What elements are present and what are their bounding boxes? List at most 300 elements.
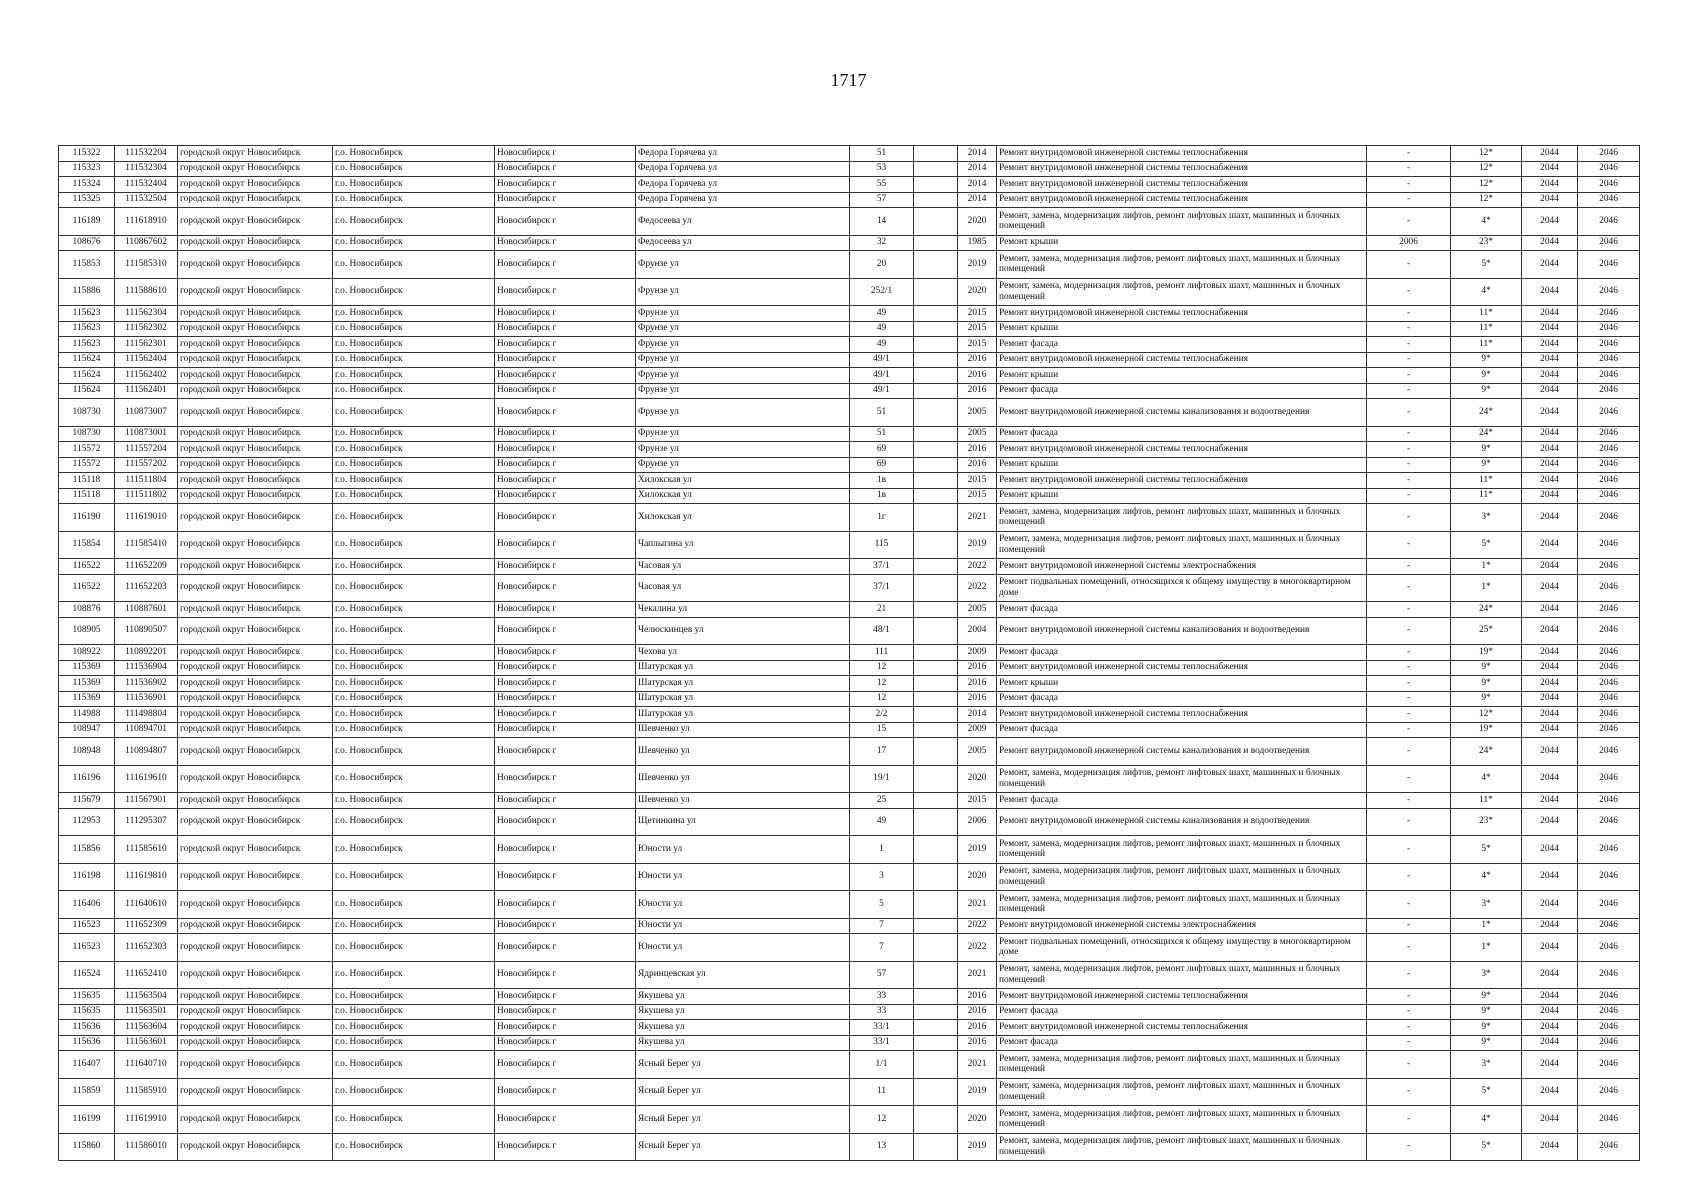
cell-plan-start: 2044 (1522, 863, 1578, 891)
cell-work-type: Ремонт, замена, модернизация лифтов, ремонт лифтовых шахт, машинных и блочных помещений (997, 278, 1367, 306)
cell-house: 12 (850, 660, 914, 676)
cell-code: 111585410 (115, 531, 178, 559)
cell-last-repair-year: - (1367, 1051, 1451, 1079)
cell-last-repair-year: - (1367, 426, 1451, 442)
cell-cost: 12* (1451, 192, 1522, 208)
cell-id: 115369 (59, 676, 115, 692)
cell-street: Фрунзе ул (636, 457, 850, 473)
cell-building (914, 1051, 958, 1079)
cell-street: Фрунзе ул (636, 337, 850, 353)
cell-locality: Новосибирск г (495, 1035, 636, 1051)
cell-plan-start: 2044 (1522, 235, 1578, 251)
cell-last-repair-year: - (1367, 891, 1451, 919)
cell-id: 116196 (59, 765, 115, 793)
cell-id: 115369 (59, 660, 115, 676)
cell-last-repair-year: - (1367, 722, 1451, 738)
cell-building (914, 1020, 958, 1036)
cell-commission-year: 2015 (958, 321, 997, 337)
cell-plan-start: 2044 (1522, 574, 1578, 602)
cell-municipality: городской округ Новосибирск (178, 691, 333, 707)
cell-cost: 12* (1451, 146, 1522, 162)
cell-plan-end: 2046 (1578, 321, 1640, 337)
cell-cost: 23* (1451, 808, 1522, 836)
cell-id: 115325 (59, 192, 115, 208)
cell-locality: Новосибирск г (495, 934, 636, 962)
cell-building (914, 531, 958, 559)
cell-cost: 11* (1451, 321, 1522, 337)
cell-house: 48/1 (850, 617, 914, 645)
cell-code: 111619610 (115, 765, 178, 793)
cell-street: Фрунзе ул (636, 383, 850, 399)
cell-work-type: Ремонт, замена, модернизация лифтов, ремонт лифтовых шахт, машинных и блочных помещений (997, 1078, 1367, 1106)
cell-commission-year: 2016 (958, 676, 997, 692)
cell-work-type: Ремонт внутридомовой инженерной системы теплоснабжения (997, 989, 1367, 1005)
cell-building (914, 918, 958, 934)
cell-commission-year: 2019 (958, 251, 997, 279)
cell-code: 111532404 (115, 177, 178, 193)
cell-plan-end: 2046 (1578, 426, 1640, 442)
cell-work-type: Ремонт, замена, модернизация лифтов, ремонт лифтовых шахт, машинных и блочных помещений (997, 504, 1367, 532)
cell-last-repair-year: - (1367, 399, 1451, 427)
cell-municipality: городской округ Новосибирск (178, 337, 333, 353)
cell-plan-start: 2044 (1522, 383, 1578, 399)
cell-building (914, 1106, 958, 1134)
cell-code: 111619810 (115, 863, 178, 891)
cell-municipality: городской округ Новосибирск (178, 836, 333, 864)
cell-id: 116199 (59, 1106, 115, 1134)
cell-municipality: городской округ Новосибирск (178, 368, 333, 384)
cell-work-type: Ремонт внутридомовой инженерной системы теплоснабжения (997, 707, 1367, 723)
cell-last-repair-year: - (1367, 177, 1451, 193)
cell-settlement-type: г.о. Новосибирск (333, 504, 495, 532)
cell-street: Хилокская ул (636, 504, 850, 532)
cell-building (914, 504, 958, 532)
cell-building (914, 146, 958, 162)
cell-plan-start: 2044 (1522, 617, 1578, 645)
cell-street: Часовая ул (636, 559, 850, 575)
cell-plan-end: 2046 (1578, 442, 1640, 458)
table-row (59, 278, 1640, 306)
cell-locality: Новосибирск г (495, 383, 636, 399)
cell-building (914, 793, 958, 809)
cell-municipality: городской округ Новосибирск (178, 442, 333, 458)
cell-code: 111557204 (115, 442, 178, 458)
cell-cost: 23* (1451, 235, 1522, 251)
cell-house: 15 (850, 722, 914, 738)
cell-house: 13 (850, 1133, 914, 1161)
cell-work-type: Ремонт крыши (997, 488, 1367, 504)
cell-house: 33/1 (850, 1035, 914, 1051)
table-row (59, 235, 1640, 251)
cell-house: 12 (850, 676, 914, 692)
cell-last-repair-year: - (1367, 676, 1451, 692)
cell-building (914, 707, 958, 723)
cell-municipality: городской округ Новосибирск (178, 722, 333, 738)
table-row (59, 645, 1640, 661)
cell-code: 111588610 (115, 278, 178, 306)
cell-commission-year: 2006 (958, 808, 997, 836)
cell-id: 116522 (59, 574, 115, 602)
cell-locality: Новосибирск г (495, 1106, 636, 1134)
cell-plan-end: 2046 (1578, 660, 1640, 676)
cell-commission-year: 2022 (958, 574, 997, 602)
cell-work-type: Ремонт, замена, модернизация лифтов, ремонт лифтовых шахт, машинных и блочных помещений (997, 863, 1367, 891)
cell-house: 57 (850, 961, 914, 989)
cell-plan-end: 2046 (1578, 399, 1640, 427)
cell-house: 12 (850, 691, 914, 707)
registry-body (59, 146, 1640, 1161)
cell-plan-end: 2046 (1578, 1004, 1640, 1020)
cell-settlement-type: г.о. Новосибирск (333, 961, 495, 989)
cell-cost: 9* (1451, 989, 1522, 1005)
cell-cost: 1* (1451, 574, 1522, 602)
cell-building (914, 488, 958, 504)
cell-house: 1в (850, 488, 914, 504)
cell-cost: 1* (1451, 559, 1522, 575)
cell-plan-start: 2044 (1522, 531, 1578, 559)
cell-commission-year: 2020 (958, 278, 997, 306)
cell-plan-end: 2046 (1578, 961, 1640, 989)
cell-locality: Новосибирск г (495, 399, 636, 427)
cell-plan-start: 2044 (1522, 192, 1578, 208)
cell-settlement-type: г.о. Новосибирск (333, 660, 495, 676)
cell-locality: Новосибирск г (495, 793, 636, 809)
cell-plan-end: 2046 (1578, 707, 1640, 723)
cell-last-repair-year: - (1367, 278, 1451, 306)
cell-locality: Новосибирск г (495, 660, 636, 676)
cell-cost: 5* (1451, 251, 1522, 279)
cell-last-repair-year: - (1367, 808, 1451, 836)
cell-id: 115679 (59, 793, 115, 809)
repair-registry-table (58, 145, 1640, 1161)
cell-commission-year: 2016 (958, 368, 997, 384)
cell-commission-year: 2015 (958, 473, 997, 489)
cell-locality: Новосибирск г (495, 808, 636, 836)
cell-cost: 11* (1451, 488, 1522, 504)
cell-work-type: Ремонт, замена, модернизация лифтов, ремонт лифтовых шахт, машинных и блочных помещений (997, 1133, 1367, 1161)
cell-last-repair-year: - (1367, 574, 1451, 602)
cell-code: 111532504 (115, 192, 178, 208)
cell-work-type: Ремонт крыши (997, 457, 1367, 473)
cell-code: 111619010 (115, 504, 178, 532)
cell-cost: 11* (1451, 337, 1522, 353)
cell-commission-year: 2016 (958, 442, 997, 458)
cell-plan-end: 2046 (1578, 765, 1640, 793)
cell-work-type: Ремонт фасада (997, 793, 1367, 809)
cell-plan-start: 2044 (1522, 1004, 1578, 1020)
cell-commission-year: 2014 (958, 192, 997, 208)
cell-plan-start: 2044 (1522, 836, 1578, 864)
page-number: 1717 (830, 70, 867, 90)
cell-commission-year: 2016 (958, 1004, 997, 1020)
cell-plan-end: 2046 (1578, 1020, 1640, 1036)
cell-id: 115635 (59, 989, 115, 1005)
cell-locality: Новосибирск г (495, 1078, 636, 1106)
cell-settlement-type: г.о. Новосибирск (333, 1004, 495, 1020)
cell-locality: Новосибирск г (495, 306, 636, 322)
cell-code: 110867602 (115, 235, 178, 251)
cell-municipality: городской округ Новосибирск (178, 617, 333, 645)
cell-street: Фрунзе ул (636, 251, 850, 279)
cell-municipality: городской округ Новосибирск (178, 660, 333, 676)
cell-work-type: Ремонт внутридомовой инженерной системы теплоснабжения (997, 177, 1367, 193)
cell-plan-start: 2044 (1522, 368, 1578, 384)
cell-municipality: городской округ Новосибирск (178, 278, 333, 306)
cell-locality: Новосибирск г (495, 1020, 636, 1036)
cell-last-repair-year: - (1367, 707, 1451, 723)
table-row (59, 836, 1640, 864)
cell-municipality: городской округ Новосибирск (178, 399, 333, 427)
cell-code: 110894807 (115, 738, 178, 766)
cell-street: Шевченко ул (636, 722, 850, 738)
cell-last-repair-year: - (1367, 1106, 1451, 1134)
cell-plan-start: 2044 (1522, 765, 1578, 793)
cell-cost: 9* (1451, 352, 1522, 368)
cell-settlement-type: г.о. Новосибирск (333, 235, 495, 251)
cell-code: 111511804 (115, 473, 178, 489)
cell-locality: Новосибирск г (495, 836, 636, 864)
cell-last-repair-year: - (1367, 617, 1451, 645)
cell-building (914, 457, 958, 473)
table-row (59, 722, 1640, 738)
cell-plan-end: 2046 (1578, 251, 1640, 279)
cell-work-type: Ремонт внутридомовой инженерной системы теплоснабжения (997, 1020, 1367, 1036)
cell-code: 111619910 (115, 1106, 178, 1134)
cell-locality: Новосибирск г (495, 574, 636, 602)
table-row (59, 504, 1640, 532)
table-row (59, 208, 1640, 236)
table-row (59, 321, 1640, 337)
cell-id: 115853 (59, 251, 115, 279)
cell-work-type: Ремонт, замена, модернизация лифтов, ремонт лифтовых шахт, машинных и блочных помещений (997, 1051, 1367, 1079)
cell-last-repair-year: - (1367, 1020, 1451, 1036)
table-row (59, 676, 1640, 692)
cell-settlement-type: г.о. Новосибирск (333, 251, 495, 279)
cell-house: 37/1 (850, 574, 914, 602)
table-row (59, 1004, 1640, 1020)
cell-last-repair-year: - (1367, 738, 1451, 766)
table-row (59, 738, 1640, 766)
cell-last-repair-year: - (1367, 368, 1451, 384)
cell-street: Федора Горячева ул (636, 146, 850, 162)
cell-street: Юности ул (636, 891, 850, 919)
table-row (59, 337, 1640, 353)
cell-plan-start: 2044 (1522, 1051, 1578, 1079)
cell-locality: Новосибирск г (495, 235, 636, 251)
cell-id: 115572 (59, 442, 115, 458)
cell-work-type: Ремонт внутридомовой инженерной системы электроснабжения (997, 918, 1367, 934)
cell-plan-start: 2044 (1522, 1035, 1578, 1051)
cell-id: 116189 (59, 208, 115, 236)
table-row (59, 559, 1640, 575)
cell-last-repair-year: - (1367, 192, 1451, 208)
cell-last-repair-year: - (1367, 531, 1451, 559)
cell-work-type: Ремонт крыши (997, 235, 1367, 251)
cell-id: 108947 (59, 722, 115, 738)
cell-settlement-type: г.о. Новосибирск (333, 1020, 495, 1036)
cell-house: 1в (850, 473, 914, 489)
table-row (59, 934, 1640, 962)
cell-code: 111652303 (115, 934, 178, 962)
cell-commission-year: 2022 (958, 918, 997, 934)
cell-municipality: городской округ Новосибирск (178, 1106, 333, 1134)
cell-street: Шевченко ул (636, 765, 850, 793)
cell-work-type: Ремонт, замена, модернизация лифтов, ремонт лифтовых шахт, машинных и блочных помещений (997, 208, 1367, 236)
cell-work-type: Ремонт внутридомовой инженерной системы теплоснабжения (997, 161, 1367, 177)
cell-cost: 12* (1451, 177, 1522, 193)
cell-locality: Новосибирск г (495, 251, 636, 279)
cell-house: 49 (850, 321, 914, 337)
cell-house: 19/1 (850, 765, 914, 793)
table-row (59, 989, 1640, 1005)
cell-building (914, 738, 958, 766)
cell-cost: 25* (1451, 617, 1522, 645)
cell-locality: Новосибирск г (495, 645, 636, 661)
cell-building (914, 278, 958, 306)
cell-plan-end: 2046 (1578, 989, 1640, 1005)
table-row (59, 808, 1640, 836)
cell-settlement-type: г.о. Новосибирск (333, 617, 495, 645)
cell-settlement-type: г.о. Новосибирск (333, 1035, 495, 1051)
cell-street: Юности ул (636, 918, 850, 934)
cell-code: 111563601 (115, 1035, 178, 1051)
cell-building (914, 383, 958, 399)
cell-municipality: городской округ Новосибирск (178, 765, 333, 793)
table-row (59, 574, 1640, 602)
cell-building (914, 235, 958, 251)
cell-house: 1г (850, 504, 914, 532)
table-row (59, 961, 1640, 989)
cell-municipality: городской округ Новосибирск (178, 251, 333, 279)
cell-house: 5 (850, 891, 914, 919)
cell-locality: Новосибирск г (495, 738, 636, 766)
cell-work-type: Ремонт внутридомовой инженерной системы теплоснабжения (997, 306, 1367, 322)
cell-plan-end: 2046 (1578, 1078, 1640, 1106)
cell-id: 115324 (59, 177, 115, 193)
cell-building (914, 1078, 958, 1106)
table-row (59, 473, 1640, 489)
cell-locality: Новосибирск г (495, 1051, 636, 1079)
cell-cost: 4* (1451, 278, 1522, 306)
cell-id: 108730 (59, 399, 115, 427)
cell-locality: Новосибирск г (495, 531, 636, 559)
cell-code: 110890507 (115, 617, 178, 645)
cell-code: 111563501 (115, 1004, 178, 1020)
cell-cost: 9* (1451, 691, 1522, 707)
cell-last-repair-year: - (1367, 337, 1451, 353)
cell-last-repair-year: - (1367, 383, 1451, 399)
cell-locality: Новосибирск г (495, 602, 636, 618)
cell-commission-year: 2005 (958, 738, 997, 766)
cell-plan-end: 2046 (1578, 383, 1640, 399)
cell-building (914, 961, 958, 989)
cell-work-type: Ремонт, замена, модернизация лифтов, ремонт лифтовых шахт, машинных и блочных помещений (997, 531, 1367, 559)
cell-cost: 19* (1451, 722, 1522, 738)
cell-plan-end: 2046 (1578, 504, 1640, 532)
cell-street: Шатурская ул (636, 691, 850, 707)
cell-code: 111652410 (115, 961, 178, 989)
cell-plan-end: 2046 (1578, 574, 1640, 602)
cell-commission-year: 2014 (958, 177, 997, 193)
cell-id: 115369 (59, 691, 115, 707)
cell-settlement-type: г.о. Новосибирск (333, 208, 495, 236)
cell-house: 57 (850, 192, 914, 208)
cell-commission-year: 2016 (958, 352, 997, 368)
cell-municipality: городской округ Новосибирск (178, 989, 333, 1005)
cell-plan-end: 2046 (1578, 1051, 1640, 1079)
cell-locality: Новосибирск г (495, 208, 636, 236)
cell-municipality: городской округ Новосибирск (178, 208, 333, 236)
cell-house: 32 (850, 235, 914, 251)
cell-locality: Новосибирск г (495, 337, 636, 353)
cell-building (914, 676, 958, 692)
cell-municipality: городской округ Новосибирск (178, 1051, 333, 1079)
cell-locality: Новосибирск г (495, 278, 636, 306)
cell-plan-end: 2046 (1578, 617, 1640, 645)
cell-commission-year: 2016 (958, 691, 997, 707)
cell-street: Фрунзе ул (636, 442, 850, 458)
cell-id: 115636 (59, 1035, 115, 1051)
cell-commission-year: 2015 (958, 793, 997, 809)
cell-id: 108876 (59, 602, 115, 618)
cell-commission-year: 2016 (958, 660, 997, 676)
cell-settlement-type: г.о. Новосибирск (333, 352, 495, 368)
cell-settlement-type: г.о. Новосибирск (333, 192, 495, 208)
cell-plan-start: 2044 (1522, 442, 1578, 458)
cell-locality: Новосибирск г (495, 722, 636, 738)
cell-house: 21 (850, 602, 914, 618)
cell-street: Ясный Берег ул (636, 1133, 850, 1161)
cell-work-type: Ремонт, замена, модернизация лифтов, ремонт лифтовых шахт, машинных и блочных помещений (997, 1106, 1367, 1134)
cell-municipality: городской округ Новосибирск (178, 676, 333, 692)
cell-settlement-type: г.о. Новосибирск (333, 918, 495, 934)
cell-street: Хилокская ул (636, 473, 850, 489)
cell-code: 110892201 (115, 645, 178, 661)
cell-work-type: Ремонт, замена, модернизация лифтов, ремонт лифтовых шахт, машинных и блочных помещений (997, 251, 1367, 279)
cell-locality: Новосибирск г (495, 1133, 636, 1161)
cell-settlement-type: г.о. Новосибирск (333, 765, 495, 793)
cell-work-type: Ремонт подвальных помещений, относящихся к общему имуществу в многоквартирном доме (997, 574, 1367, 602)
cell-house: 53 (850, 161, 914, 177)
cell-street: Якушева ул (636, 989, 850, 1005)
cell-commission-year: 2014 (958, 161, 997, 177)
cell-locality: Новосибирск г (495, 161, 636, 177)
cell-id: 115623 (59, 306, 115, 322)
cell-municipality: городской округ Новосибирск (178, 1078, 333, 1106)
table-row (59, 161, 1640, 177)
cell-commission-year: 2015 (958, 337, 997, 353)
cell-municipality: городской округ Новосибирск (178, 1004, 333, 1020)
cell-plan-start: 2044 (1522, 559, 1578, 575)
cell-settlement-type: г.о. Новосибирск (333, 989, 495, 1005)
cell-building (914, 934, 958, 962)
cell-plan-start: 2044 (1522, 1078, 1578, 1106)
cell-plan-end: 2046 (1578, 368, 1640, 384)
cell-work-type: Ремонт внутридомовой инженерной системы теплоснабжения (997, 192, 1367, 208)
cell-last-repair-year: - (1367, 691, 1451, 707)
cell-cost: 9* (1451, 368, 1522, 384)
cell-code: 111562401 (115, 383, 178, 399)
cell-settlement-type: г.о. Новосибирск (333, 368, 495, 384)
cell-building (914, 722, 958, 738)
cell-code: 111585910 (115, 1078, 178, 1106)
cell-municipality: городской округ Новосибирск (178, 235, 333, 251)
cell-cost: 9* (1451, 1020, 1522, 1036)
cell-commission-year: 2020 (958, 863, 997, 891)
cell-commission-year: 2014 (958, 146, 997, 162)
cell-locality: Новосибирск г (495, 765, 636, 793)
cell-street: Шатурская ул (636, 707, 850, 723)
